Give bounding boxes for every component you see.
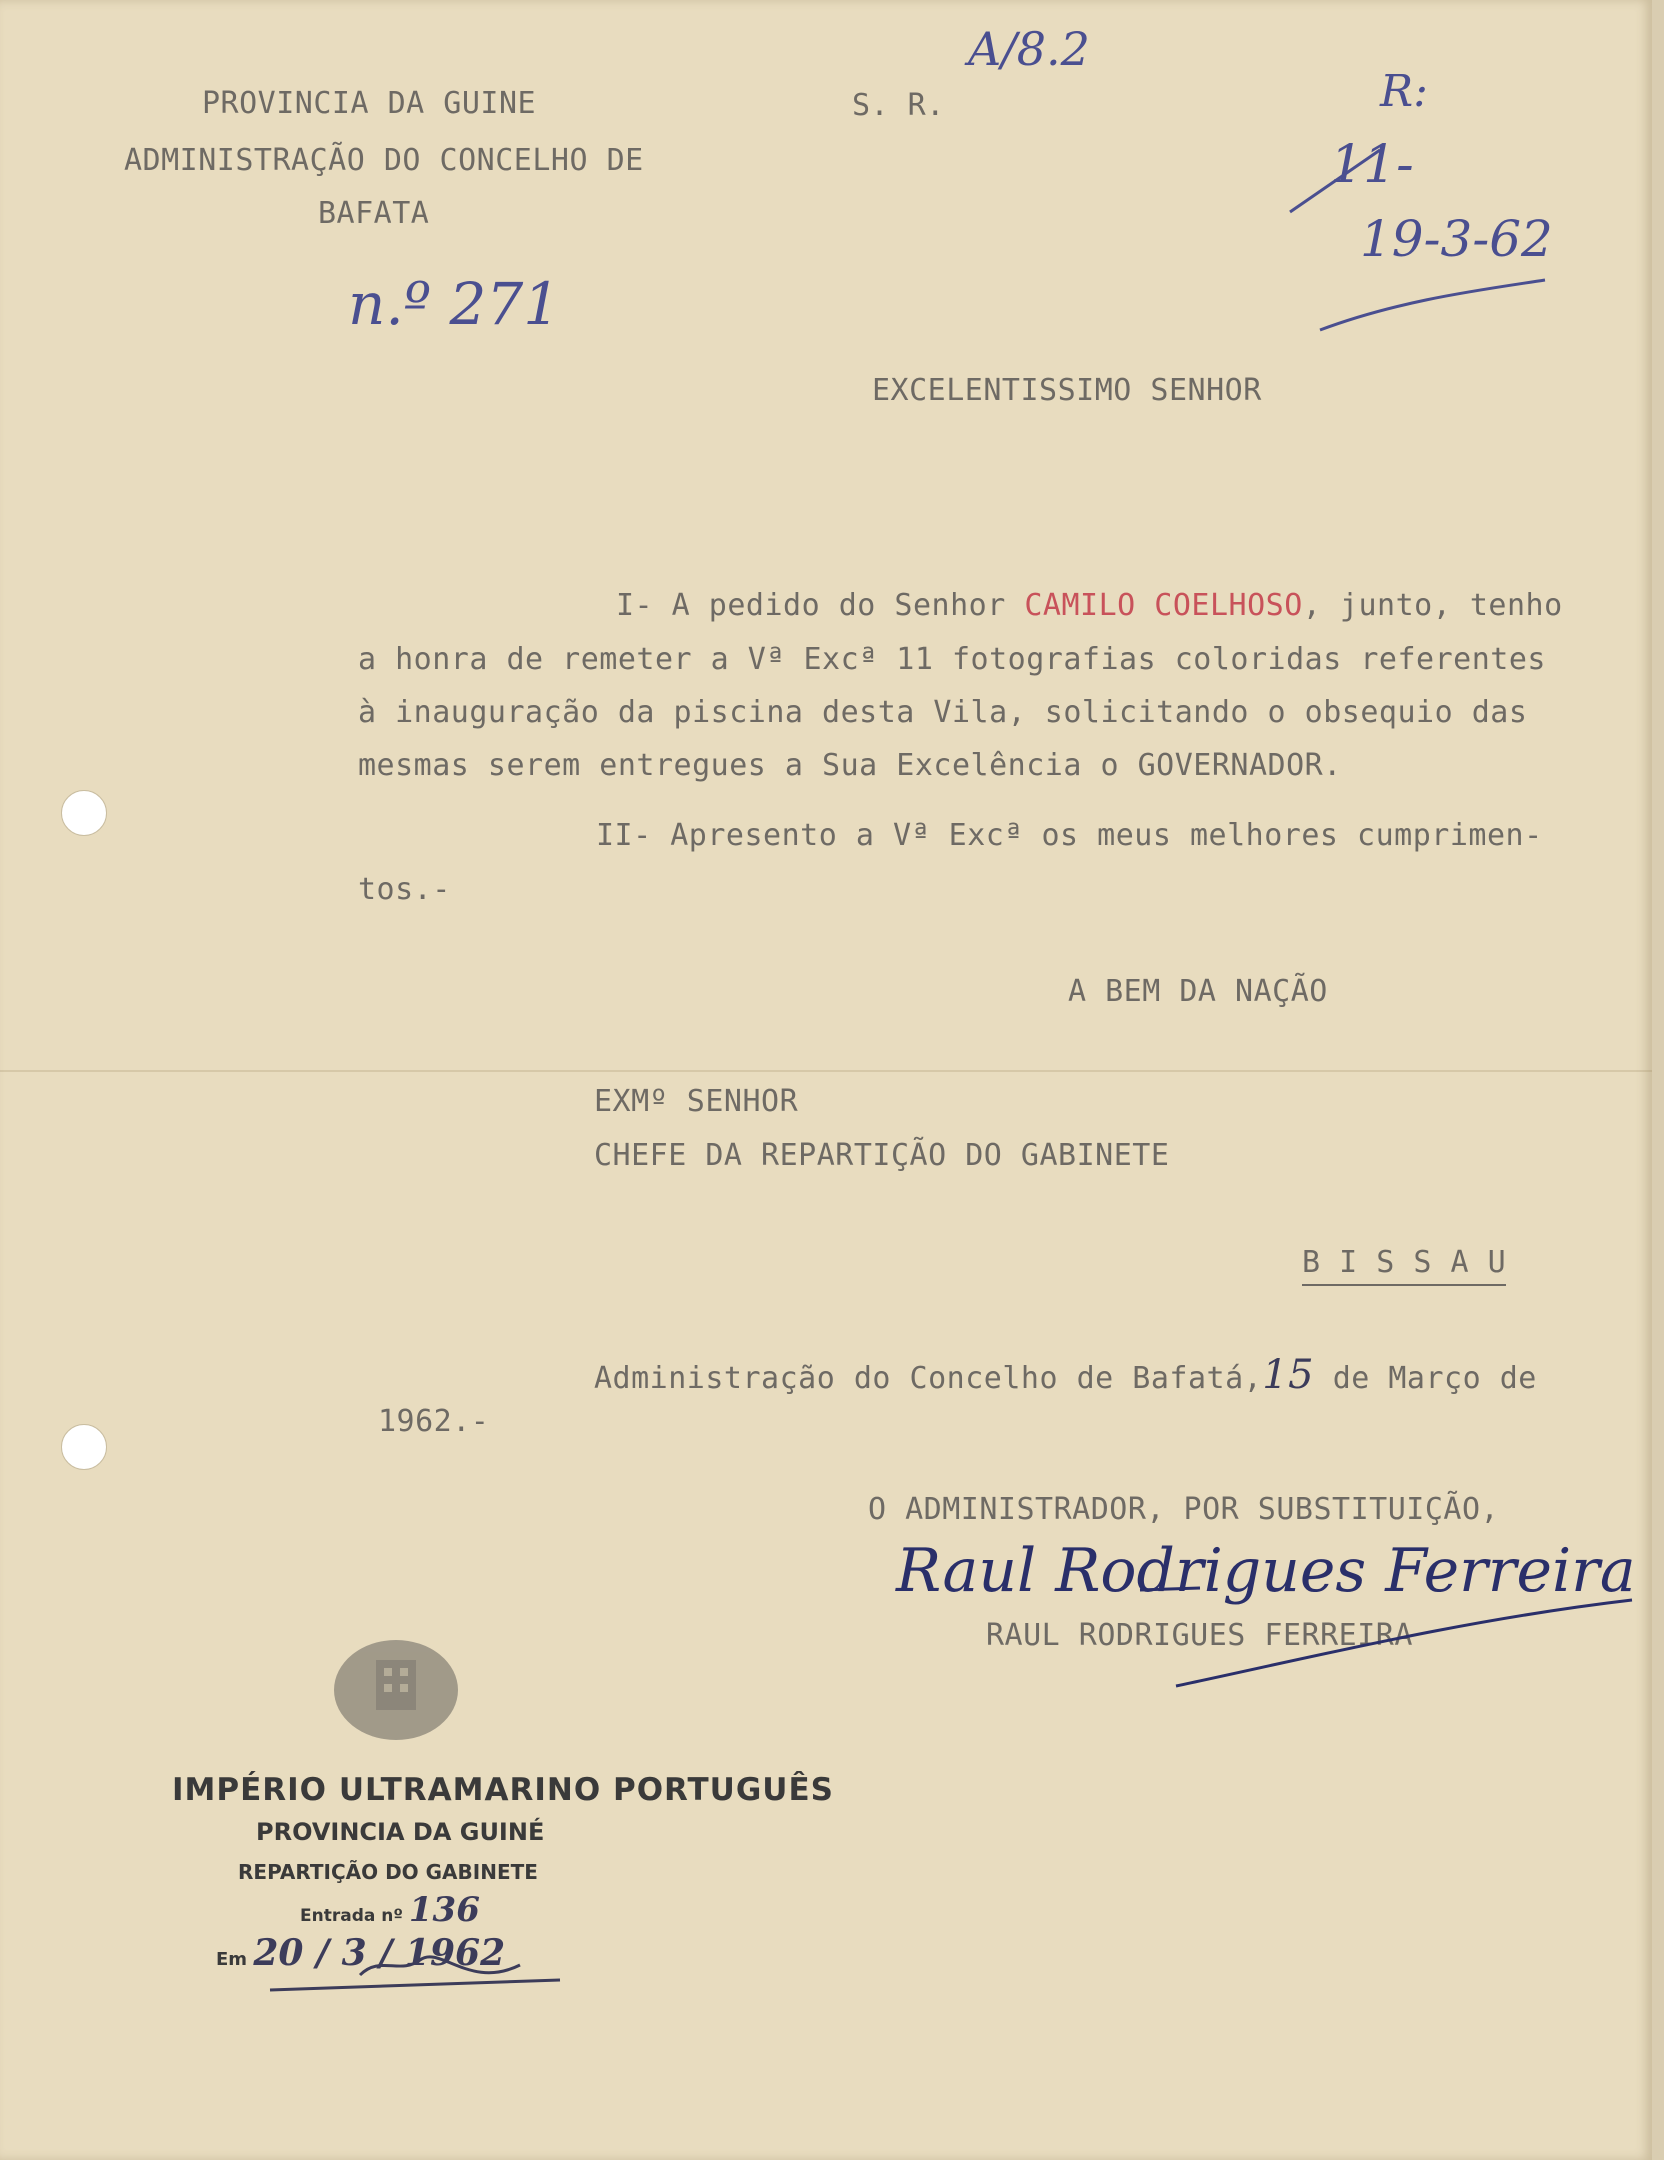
signatory-name: RAUL RODRIGUES FERREIRA: [986, 1618, 1413, 1653]
stamp-date-handwritten: 20 / 3 / 1962: [253, 1932, 506, 1974]
header-town: BAFATA: [318, 196, 430, 231]
body-line: à inauguração da piscina desta Vila, solicitando o obsequio das: [358, 695, 1528, 730]
stamp-department: REPARTIÇÃO DO GABINETE: [238, 1860, 538, 1884]
date-year: 1962.-: [378, 1404, 490, 1439]
body-line: I- A pedido do Senhor CAMILO COELHOSO, junto, tenho: [616, 588, 1563, 623]
date-line: Administração do Concelho de Bafatá,15 de Março de: [594, 1352, 1537, 1398]
addressee-office: CHEFE DA REPARTIÇÃO DO GABINETE: [594, 1138, 1170, 1173]
person-name: CAMILO COELHOSO: [1024, 588, 1303, 623]
stamp-date: Em 20 / 3 / 1962: [216, 1932, 506, 1974]
signature-title: O ADMINISTRADOR, POR SUBSTITUIÇÃO,: [868, 1492, 1500, 1527]
signature-flourish-icon: [1140, 1588, 1632, 1686]
addressee-city: B I S S A U: [1302, 1245, 1506, 1286]
handwritten-day: 15: [1262, 1352, 1315, 1398]
handwritten-signature: Raul Rodrigues Ferreira: [896, 1536, 1636, 1606]
addressee-title: EXMº SENHOR: [594, 1084, 799, 1119]
body-line: tos.-: [358, 872, 451, 907]
closing-formula: A BEM DA NAÇÃO: [1068, 974, 1328, 1009]
corner-stroke-icon: [1290, 150, 1545, 330]
stamp-province: PROVINCIA DA GUINÉ: [256, 1818, 545, 1846]
handwritten-corner-note: 11-: [1330, 135, 1414, 195]
stamp-entry: Entrada nº 136: [300, 1890, 480, 1930]
handwritten-corner-date: 19-3-62: [1360, 210, 1553, 268]
header-administration: ADMINISTRAÇÃO DO CONCELHO DE: [124, 143, 644, 178]
handwritten-corner-note: R:: [1380, 66, 1428, 117]
header-sr: S. R.: [852, 88, 945, 123]
handwritten-number: n.º 271: [348, 270, 561, 338]
body-line: a honra de remeter a Vª Excª 11 fotografias coloridas referentes: [358, 642, 1546, 677]
salutation: EXCELENTISSIMO SENHOR: [872, 373, 1262, 408]
stamp-empire: IMPÉRIO ULTRAMARINO PORTUGUÊS: [172, 1772, 834, 1808]
stamp-entry-number: 136: [408, 1890, 480, 1930]
handwritten-file-ref: A/8.2: [968, 22, 1090, 76]
body-line: mesmas serem entregues a Sua Excelência o GOVERNADOR.: [358, 748, 1342, 783]
body-line: II- Apresento a Vª Excª os meus melhores cumprimen-: [596, 818, 1543, 853]
coat-of-arms-icon: [334, 1640, 458, 1740]
header-province: PROVINCIA DA GUINE: [202, 86, 537, 121]
